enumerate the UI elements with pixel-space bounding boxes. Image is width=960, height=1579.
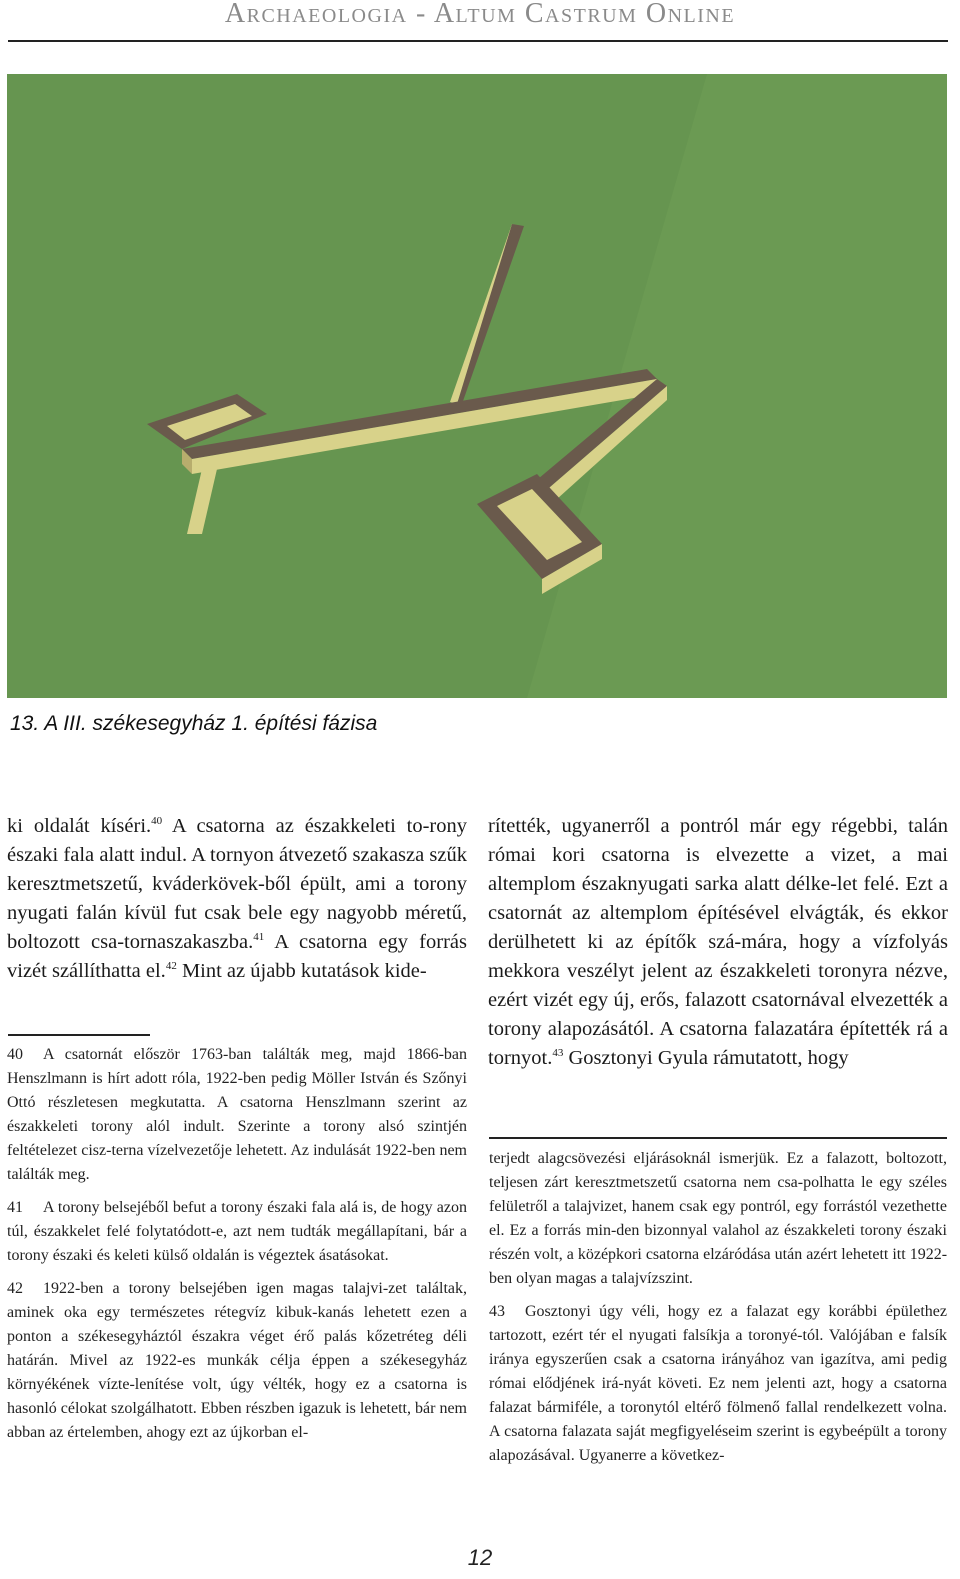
footnote-rule — [8, 1034, 150, 1036]
text-run: ki oldalát kíséri. — [7, 815, 152, 837]
figure-3d-model — [7, 74, 947, 698]
paragraph — [7, 812, 467, 986]
footnote — [7, 1277, 467, 1445]
footnote-number: 43 — [489, 1303, 505, 1320]
footnote-text: terjedt alagcsövezési eljárásoknál ismerjük. Ez a falazott, boltozott, teljesen zárt keresztmetszetű csatorna nem csa-polhatta le egy széles felületről a talajvizet, hanem csak egy pontról, egy forrástól vezethette el. Ez a forrás min-den bizonnyal valahol az északkeleti torony északi részén volt, a középkori csatorna elzáródása után azért lehetett itt 1922-ben olyan magas a talajvízszint. — [489, 1150, 948, 1287]
text-run: A csatorna az északkeleti to-rony északi fala alatt indul. A tornyon átvezető szakasza szűk keresztmetszetű, kváderkövek-ből épült, ami a torony nyugati falán kívül fut csak bele egy nagyobb méretű, boltozott csa-tornaszakaszba. — [7, 815, 467, 953]
text-run: rítették, ugyanerről a pontról már egy régebbi, talán római kori csatorna is elvezette a vizet, a mai altemplom északnyugati sarka alatt délke-let felé. Ezt a csatornát az altemplom építésével elvágták, és ekkor derülhetett ki az építők szá-mára, hogy a vízfolyás mekkora veszélyt jelent az északkeleti toronyra nézve, ezért vizét egy új, erős, falazott csatornával elvezették a torony alapozásától. A csatorna falazatára építették rá a tornyot. — [488, 815, 948, 1069]
footnote — [489, 1300, 947, 1468]
text-run: Mint az újabb kutatások kide- — [176, 960, 427, 982]
figure-caption: 13. A III. székesegyház 1. építési fázisa — [10, 712, 378, 735]
header-rule — [8, 40, 948, 42]
body-column-right — [488, 812, 948, 1073]
footnote-text: Gosztonyi úgy véli, hogy ez a falazat egy korábbi épülethez tartozott, ezért tér el nyugati falsíkja a toronyé-tól. Valójában e falsík iránya egyszerűen csak a csatorna irányához van igazítva, ami pedig római elődjének irá-nyát követi. Ez nem jelenti azt, hogy a csatorna falazat bármiféle, a toronytól eltérő fölmenő fallal rendelkezett volna. A csatorna falazata saját megfigyeléseim szerint is egybeépült a torony alapozásával. Ugyanerre a következ- — [489, 1303, 947, 1464]
foundation-rendering — [7, 74, 947, 698]
page-number: 12 — [467, 1545, 493, 1570]
paragraph — [488, 812, 948, 1073]
footnote-number: 40 — [7, 1046, 23, 1063]
footnote-rule — [489, 1137, 947, 1139]
footnote-text: A torony belsejéből befut a torony északi fala alá is, de hogy azon túl, északkelet felé folytatódott-e, azt nem tudták megállapítani, bár a torony északi és keleti külső oldalán is végeztek ásatásokat. — [7, 1199, 467, 1264]
footnote-ref: 41 — [253, 931, 265, 944]
footnote-number: 42 — [7, 1280, 23, 1297]
footnote — [7, 1196, 467, 1268]
footnote — [7, 1043, 467, 1187]
text-run: A csatorna egy forrás vizét szállíthatta el. — [7, 931, 467, 982]
text-run: Gosztonyi Gyula rámutatott, hogy — [563, 1047, 849, 1069]
footnote — [489, 1147, 947, 1291]
running-header: Archaeologia - Altum Castrum Online — [224, 0, 736, 29]
footnote-ref: 40 — [151, 815, 163, 828]
body-column-left — [7, 812, 467, 986]
footnote-number: 41 — [7, 1199, 23, 1216]
footnotes-right — [489, 1147, 947, 1477]
footnote-text: 1922-ben a torony belsejében igen magas talajvi-zet találtak, aminek oka egy természetes rétegvíz kibuk-kanás lehetett ezen a ponton a székesegyháztól északra véget érő palás kőzetréteg déli határán. Mivel az 1922-es munkák célja éppen a székesegyház környékének vízte-lenítése volt, úgy vélték, hogy ez a csatorna is hasonló célokat szolgálhatott. Ebben részben igazuk is lehetett, bár nem abban az értelemben, ahogy ezt az újkorban el- — [7, 1280, 467, 1441]
footnote-ref: 42 — [165, 960, 177, 973]
footnote-text: A csatornát először 1763-ban találták meg, majd 1866-ban Henszlmann is hírt adott róla, 1922-ben pedig Möller István és Szőnyi Ottó részletesen megkutatta. A csatorna Henszlmann szerint az északkeleti torony alól indult. Szerinte a torony alsó szintjén feltételezet cisz-terna vízelvezetője lehetett. Az indulását 1922-ben nem találták meg. — [7, 1046, 467, 1183]
footnote-ref: 43 — [552, 1047, 564, 1060]
footnotes-left — [7, 1043, 467, 1454]
